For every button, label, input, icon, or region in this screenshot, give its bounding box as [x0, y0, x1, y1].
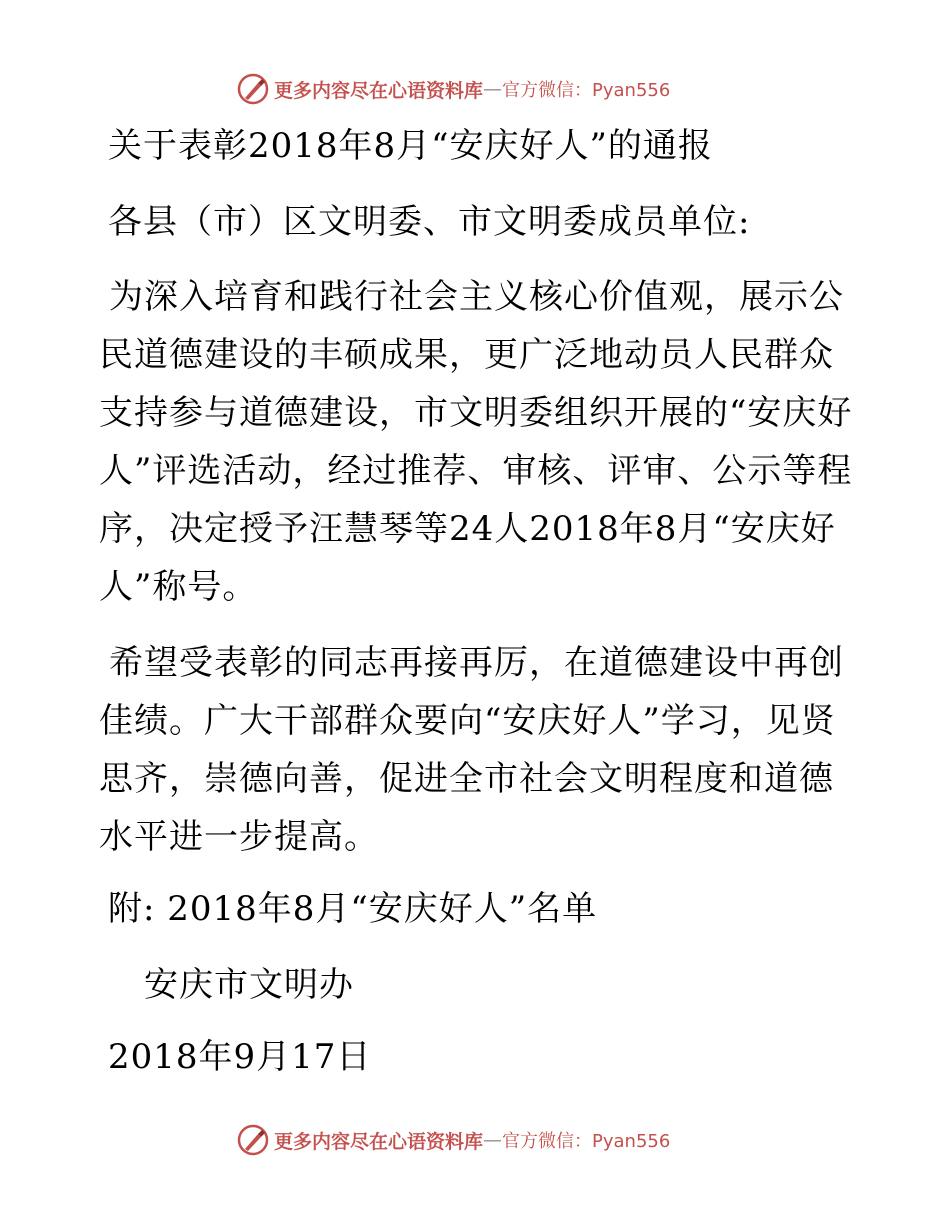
issuer: 安庆市文明办	[144, 965, 354, 1005]
document-title: 关于表彰2018年8月“安庆好人”的通报	[108, 126, 713, 166]
watermark-wechat: 官方微信：Pyan556	[502, 80, 671, 101]
watermark-text: 更多内容尽在心语资料库	[274, 1130, 484, 1153]
body-paragraph-1: 为深入培育和践行社会主义核心价值观，展示公民道德建设的丰硕成果，更广泛地动员人民群众支持参与道德建设，市文明委组织开展的“安庆好人”评选活动，经过推荐、审核、评审、公示等程序，决定授予汪慧琴等24人2018年8月“安庆好人”称号。	[99, 277, 853, 607]
watermark-dash: —	[483, 78, 503, 100]
watermark-wechat: 官方微信：Pyan556	[502, 1131, 671, 1152]
watermark-text: 更多内容尽在心语资料库	[274, 79, 484, 102]
pen-logo-icon	[236, 72, 270, 106]
salutation: 各县（市）区文明委、市文明委成员单位:	[108, 202, 751, 242]
issue-date: 2018年9月17日	[108, 1037, 372, 1077]
header-watermark	[236, 72, 670, 106]
body-paragraph-2: 希望受表彰的同志再接再厉，在道德建设中再创佳绩。广大干部群众要向“安庆好人”学习，见贤思齐，崇德向善，促进全市社会文明程度和道德水平进一步提高。	[99, 643, 844, 857]
footer-watermark	[236, 1123, 670, 1157]
pen-logo-icon	[236, 1123, 270, 1157]
watermark-dash: —	[483, 1129, 503, 1151]
attachment-line: 附: 2018年8月“安庆好人”名单	[108, 889, 598, 929]
